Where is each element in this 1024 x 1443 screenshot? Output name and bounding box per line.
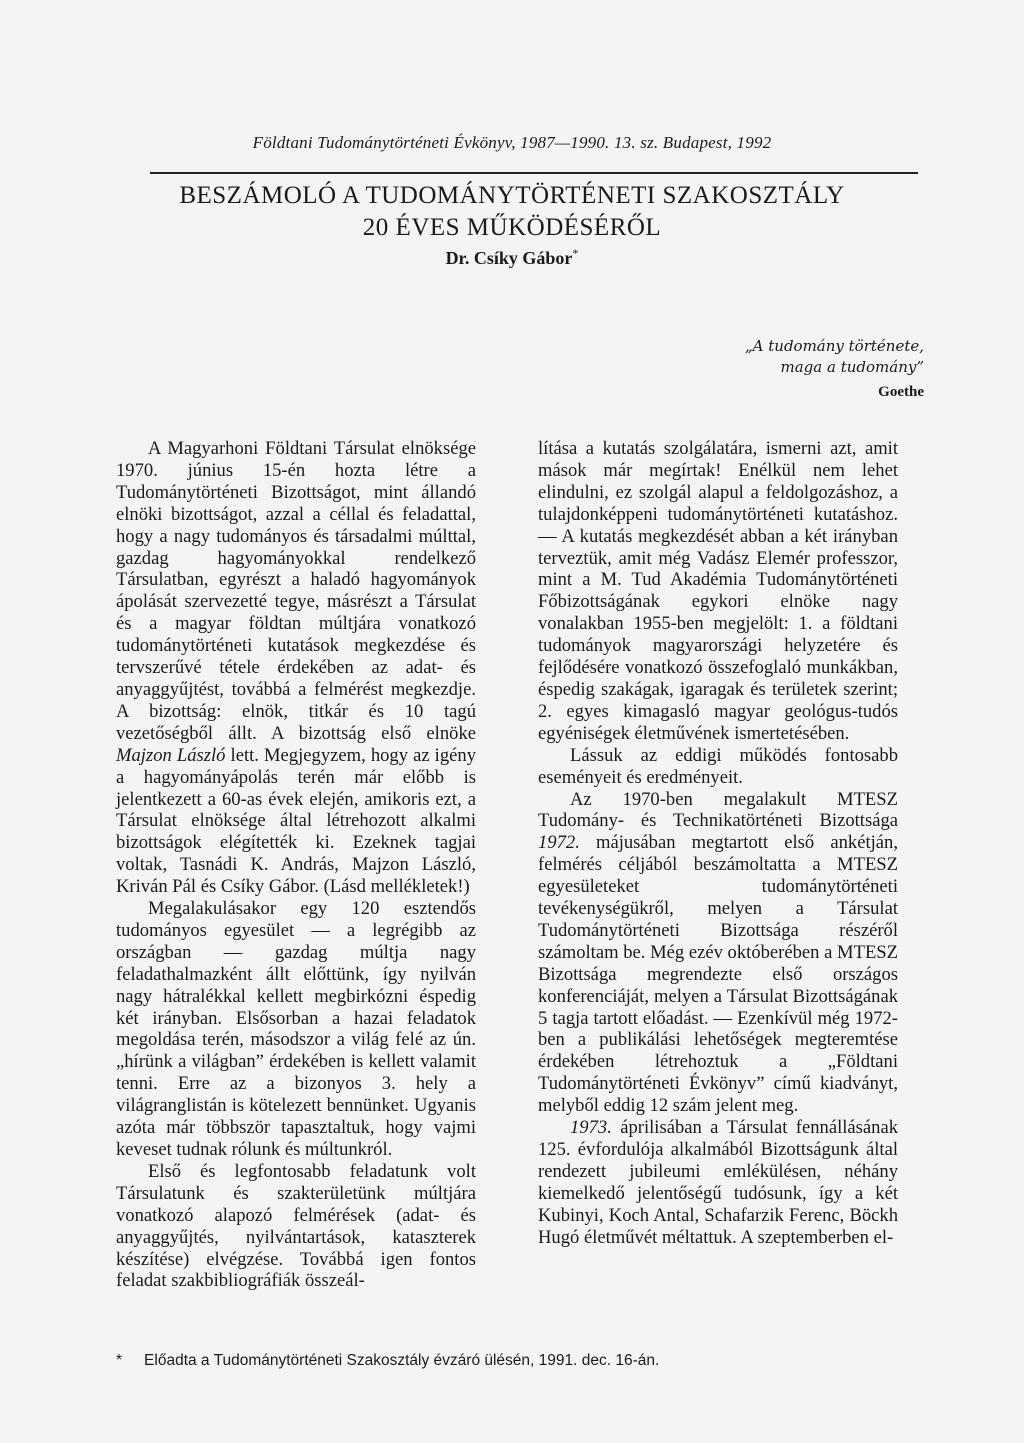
paragraph: Megalakulásakor egy 120 esztendős tudományos egyesület — a legrégibb az országban — gazdag múltja nagy feladathalmazként állt előttünk, így nyilván nagy hátralékkal kellett megbirkózni éspedig két irányban. Elsősorban a hazai feladatok megoldása terén, másodszor a világ felé az ún. „hírünk a világban” érdekében is kellett valamit tenni. Erre az a bizonyos 3. hely a világranglistán is kötelezett bennünket. Ugyanis azóta már többször tapasztaltuk, hogy vajmi keveset tudnak rólunk és múltunkról.	[116, 898, 476, 1160]
paragraph: Lássuk az eddigi működés fontosabb eseményeit és eredményeit.	[538, 744, 898, 788]
epigraph-line2: maga a tudomány”	[780, 358, 924, 376]
epigraph	[745, 336, 924, 403]
author-footnote-mark: *	[572, 246, 579, 260]
paragraph	[116, 438, 476, 898]
paragraph-text: Az 1970-ben megalakult MTESZ Tudomány- és Technikatörténeti Bizottsága	[538, 788, 898, 832]
year: 1973.	[570, 1117, 612, 1139]
footnote	[116, 1352, 659, 1370]
right-column	[538, 438, 898, 1249]
year: 1972.	[538, 832, 580, 854]
footnote-text: Előadta a Tudománytörténeti Szakosztály évzáró ülésén, 1991. dec. 16-án.	[144, 1352, 660, 1369]
paragraph: lítása a kutatás szolgálatára, ismerni azt, amit mások már megírtak! Enélkül nem lehet elindulni, ez szolgál alapul a feldolgozáshoz, a tulajdonképpeni tudománytörténeti kutatáshoz. — A kutatás megkezdését abban a két irányban terveztük, amit még Vadász Elemér professzor, mint a M. Tud Akadémia Tudománytörténeti Főbizottságának egykori elnöke nagy vonalakban 1955-ben megjelölt: 1. a földtani tudományok magyarországi helyzetére és fejlődésére vonatkozó összefoglaló munkákban, éspedig szakágak, igaragak és területek szerint; 2. egyes kimagasló magyar geológus-tudós egyéniségek életművének ismertetésében.	[538, 438, 898, 744]
paragraph	[538, 789, 898, 1118]
author-name: Dr. Csíky Gábor	[445, 248, 573, 268]
paragraph-text: májusában megtartott első ankétján, felmérés céljából beszámoltatta a MTESZ egyesületeket tudománytörténeti tevékenységükről, melyen a Társulat Tudománytörténeti Bizottsága részéről számoltam be. Még ezév októberében a MTESZ Bizottsága megrendezte első országos konferenciáját, melyen a Társulat Bizottságának 5 tagja tartott előadást. — Ezenkívül még 1972-ben a publikálási lehetőségek megteremtése érdekében létrehoztuk a „Földtani Tudománytörténeti Évkönyv” című kiadványt, melyből eddig 12 szám jelent meg.	[538, 832, 898, 1117]
paragraph-text: lett. Megjegyzem, hogy az igény a hagyományápolás terén már előbb is jelentkezett a 60-as évek elején, amikoris ezt, a Társulat elnöksége által létrehozott alkalmi bizottságok elégítették ki. Ezeknek tagjai voltak, Tasnádi K. András, Majzon László, Kriván Pál és Csíky Gábor. (Lásd mellékletek!)	[116, 744, 476, 898]
article-title-line2: 20 ÉVES MŰKÖDÉSÉRŐL	[362, 214, 662, 241]
footnote-mark: *	[116, 1352, 123, 1369]
running-head: Földtani Tudománytörténeti Évkönyv, 1987—1990. 13. sz. Budapest, 1992	[252, 133, 772, 152]
paragraph-text: áprilisában a Társulat fennállásának 125. évfordulója alkalmából Bizottságunk által rendezett jubileumi emlékülésen, néhány kiemelkedő jelentőségű tudósunk, így a két Kubinyi, Koch Antal, Schafarzik Ferenc, Böckh Hugó életművét méltattuk. A szeptemberben el-	[538, 1117, 898, 1248]
epigraph-line1: „A tudomány története,	[744, 337, 924, 355]
epigraph-attribution: Goethe	[878, 384, 924, 400]
left-column	[116, 438, 476, 1292]
person-name: Majzon László	[116, 744, 226, 766]
article-title-line1: BESZÁMOLÓ A TUDOMÁNYTÖRTÉNETI SZAKOSZTÁLY	[179, 182, 845, 209]
paragraph	[538, 1117, 898, 1248]
paragraph: Első és legfontosabb feladatunk volt Társulatunk és szakterületünk múltjára vonatkozó alapozó felmérések (adat- és anyaggyűjtés, nyilvántartások, kataszterek készítése) elvégzése. Továbbá igen fontos feladat szakbibliográfiák összeál-	[116, 1160, 476, 1292]
paragraph-text: A Magyarhoni Földtani Társulat elnöksége 1970. június 15-én hozta létre a Tudománytörténeti Bizottságot, mint állandó elnöki bizottságot, azzal a céllal és feladattal, hogy a nagy tudományos és társadalmi múlttal, gazdag hagyományokkal rendelkező Társulatban, egyrészt a haladó hagyományok ápolását szervezetté tegye, másrészt a Társulat és a magyar földtan múltjára vonatkozó tudománytörténeti kutatások megkezdése és tervszerűvé tétele érdekében az adat- és anyaggyűjtést, továbbá a felmérést megkezdje. A bizottság: elnök, titkár és 10 tagú vezetőségből állt. A bizottság első elnöke	[116, 438, 476, 744]
author-line	[0, 246, 1024, 269]
header-rule	[150, 172, 918, 174]
